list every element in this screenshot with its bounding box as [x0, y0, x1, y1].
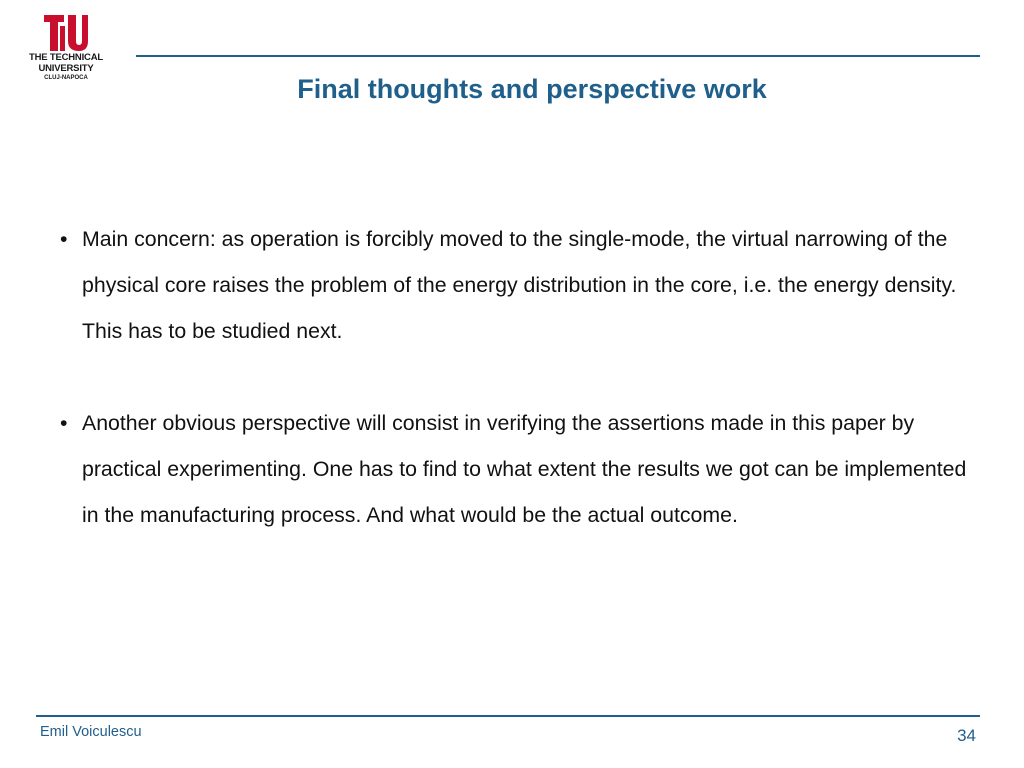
footer-divider	[36, 715, 980, 717]
bullet-text: Another obvious perspective will consist in verifying the assertions made in this paper by practical experimenting. One has to find to what extent the results we got can be implemented in the manufacturing process. And what would be the actual outcome.	[82, 411, 967, 527]
university-emblem-icon	[43, 14, 89, 52]
page-number: 34	[957, 726, 976, 745]
university-logo	[16, 14, 116, 94]
bullet-item	[58, 216, 978, 354]
logo-line-2: UNIVERSITY	[38, 63, 94, 74]
logo-line-3: CLUJ-NAPOCA	[44, 75, 88, 81]
bullet-text: Main concern: as operation is forcibly moved to the single-mode, the virtual narrowing of the physical core raises the problem of the energy distribution in the core, i.e. the energy density. This has to be studied next.	[82, 227, 957, 343]
bullet-marker: •	[60, 227, 68, 251]
header-divider	[136, 55, 980, 57]
bullet-marker: •	[60, 411, 68, 435]
slide-title: Final thoughts and perspective work	[297, 74, 767, 104]
bullet-item	[58, 400, 978, 538]
footer-author: Emil Voiculescu	[40, 724, 142, 740]
bullet-list	[58, 216, 978, 584]
logo-line-1: THE TECHNICAL	[29, 52, 103, 63]
